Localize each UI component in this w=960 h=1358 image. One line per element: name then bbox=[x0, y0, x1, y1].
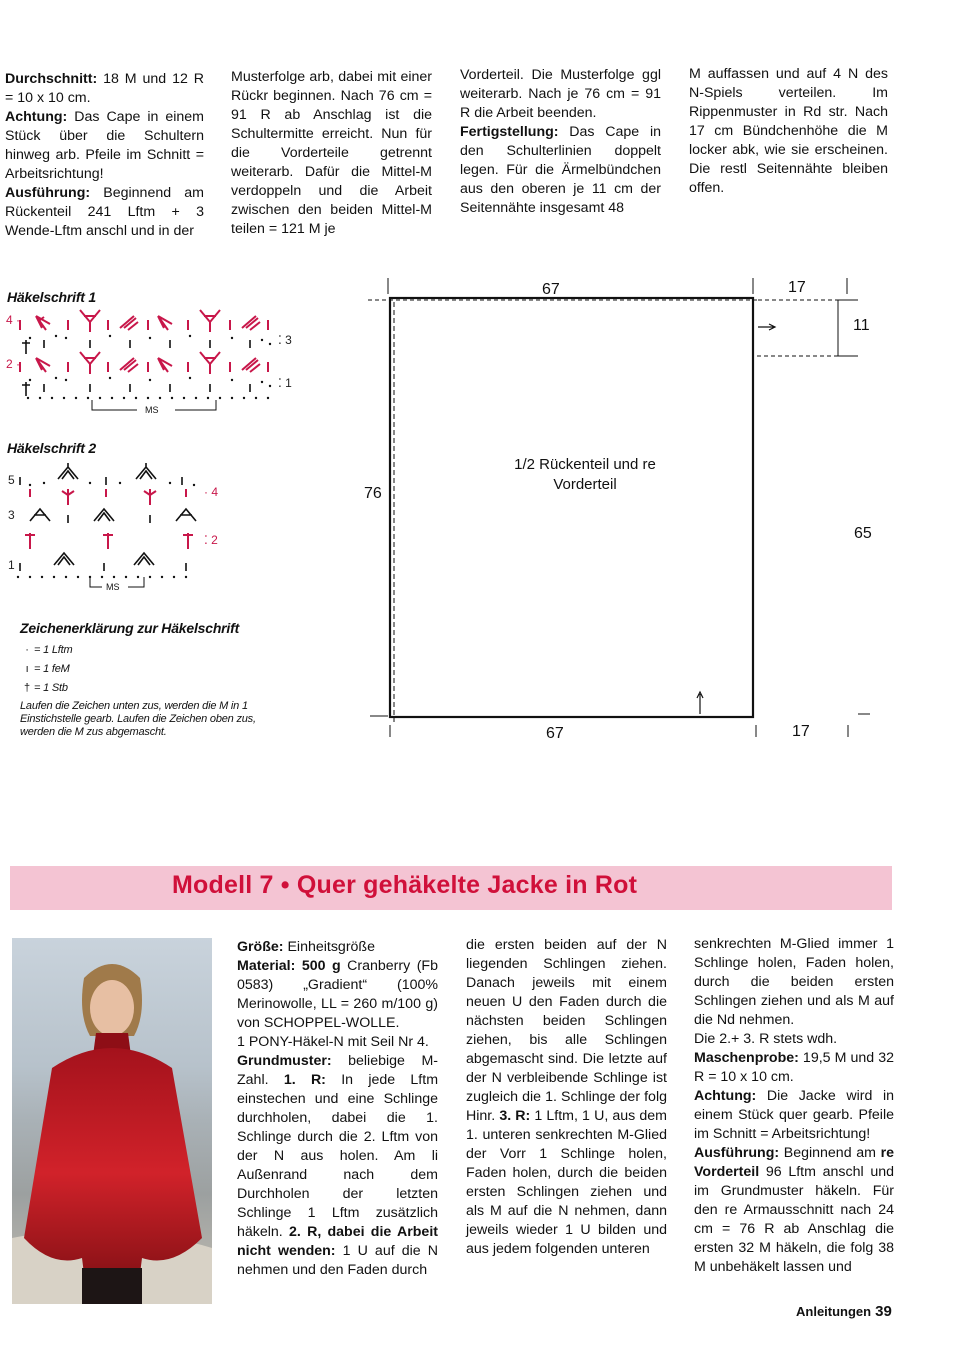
legend-note: Laufen die Zeichen unten zus, werden die M in 1 Einstichstelle gearb. Laufen die Zeichen oben zus, werden die M zus abgemascht. bbox=[20, 700, 256, 738]
right-small-label: 11 bbox=[853, 317, 870, 334]
crochet-chart-2 bbox=[0, 455, 240, 595]
paragraph-segment: Größe: Einheitsgröße bbox=[237, 939, 375, 955]
paragraph-segment: Vorderteil. Die Musterfolge ggl weiterarb. Nach je 76 cm = 91 R die Arbeit beenden. bbox=[460, 67, 661, 121]
paragraph: Musterfolge arb, dabei mit einer Rückr beginnen. Nach 76 cm = 91 R ab Anschlag ist die Schultermitte erreicht. Nun für die Vorderteile getrennt weiterarb. Dafür die Mittel-M verdoppeln und die Arbeit zwischen den beiden Mittel-M teilen = 121 M je bbox=[231, 69, 432, 237]
chart-2-row-label: 1 · bbox=[8, 558, 23, 572]
bottom-right-label: 17 bbox=[792, 723, 810, 740]
bold-lead: Maschenprobe: bbox=[694, 1050, 799, 1066]
paragraph-segment: Ausführung: Beginnend am bbox=[694, 1145, 881, 1161]
text-column-5 bbox=[237, 938, 438, 1280]
bold-lead: Ausführung: bbox=[694, 1145, 780, 1161]
legend-item bbox=[20, 641, 290, 660]
bold-lead: 1. R: bbox=[283, 1072, 326, 1088]
bold-lead: Achtung: bbox=[694, 1088, 757, 1104]
paragraph-segment: Material: 500 g Cranberry (Fb 0583) „Gradient“ (100% Merinowolle, LL = 260 m/100 g) von SCHOPPEL-WOLLE. bbox=[237, 958, 438, 1031]
bottom-width-label: 67 bbox=[546, 725, 564, 742]
model-title: Modell 7 • Quer gehäkelte Jacke in Rot bbox=[172, 871, 638, 899]
paragraph-segment: Achtung: Das Cape in einem Stück über die Schultern hinweg arb. Pfeile im Schnitt = Arbeitsrichtung! bbox=[5, 109, 204, 182]
legend-item bbox=[20, 679, 290, 698]
paragraph-segment: Maschenprobe: 19,5 M und 32 R = 10 x 10 cm. bbox=[694, 1050, 894, 1085]
model-photo bbox=[12, 938, 212, 1304]
center-label-line2: Vorderteil bbox=[553, 476, 617, 493]
chart-1-row-label: ⁚ 1 bbox=[278, 376, 292, 390]
chart-2-row-label: 5 · bbox=[8, 473, 23, 487]
chart-1-title: Häkelschrift 1 bbox=[7, 289, 97, 305]
paragraph-segment: Fertigstellung: Das Cape in den Schulterlinien doppelt legen. Für die Ärmelbündchen aus den oberen je 11 cm der Seitennähte insgesamt 48 bbox=[460, 124, 661, 216]
bold-lead: Größe: bbox=[237, 939, 284, 955]
bold-lead: Ausführung: bbox=[5, 185, 91, 201]
bold-lead: Achtung: bbox=[5, 109, 68, 125]
legend-item bbox=[20, 660, 290, 679]
chart-1-row-label: 2 · bbox=[6, 357, 21, 371]
bold-lead: 3. R: bbox=[499, 1108, 531, 1124]
top-width-label: 67 bbox=[542, 281, 560, 298]
chart-2-title: Häkelschrift 2 bbox=[7, 440, 97, 456]
text-column-6 bbox=[466, 936, 667, 1259]
paragraph-segment: Grundmuster: beliebige M-Zahl. bbox=[237, 1053, 438, 1088]
paragraph-segment: 2. R, dabei die Arbeit nicht wenden: 1 U auf die N nehmen und den Faden durch bbox=[237, 1224, 439, 1278]
legend-symbol: · bbox=[25, 644, 29, 656]
legend-title: Zeichenerklärung zur Häkelschrift bbox=[20, 620, 240, 636]
chart-1-row-label: ⁚ 3 bbox=[278, 333, 292, 347]
bold-lead: re Vorderteil bbox=[694, 1145, 894, 1180]
chart-2-row-label: 3 bbox=[8, 508, 15, 522]
crochet-chart-1 bbox=[0, 300, 300, 435]
chart-2-row-label: ⁚ 2 bbox=[204, 533, 218, 547]
bold-lead: Durchschnitt: bbox=[5, 71, 98, 87]
paragraph-segment: 1. R: In jede Lftm einstechen und eine Schlinge durchholen, dabei die 1. Schlinge durch die 2. Lftm von der N aus holen. Am li Außenrand nach dem Durchholen der letzten Schlinge 1 Lftm zusätzlich häkeln. bbox=[237, 1072, 439, 1240]
chart-1-black-symbols bbox=[22, 340, 250, 396]
footer-label: Anleitungen bbox=[796, 1304, 872, 1319]
chart-1-row-label: 4 · bbox=[6, 313, 21, 327]
paragraph-segment: die ersten beiden auf der N liegenden Schlingen ziehen. Danach jeweils mit einem neuen U den Faden durch die nächsten beiden Schlingen ziehen, bis alle Schlingen abgemascht sind. Die letzte auf der N verbleibende Schlinge ist zugleich die 1. Schlinge der folg Hinr. bbox=[466, 937, 667, 1124]
paragraph-segment: senkrechten M-Glied immer 1 Schlinge holen, Faden holen, durch die beiden ersten Schlingen ziehen und als M auf die Nd nehmen. bbox=[694, 936, 894, 1028]
page-number: 39 bbox=[875, 1303, 892, 1320]
legend-text: = 1 feM bbox=[34, 663, 70, 675]
paragraph-segment: re Vorderteil 96 Lftm anschl und im Grundmuster häkeln. Für den re Armausschnitt nach 24 cm = 76 R ab Anschlag die ersten 32 M häkeln, die folg 38 M unbehäkelt lassen und bbox=[694, 1145, 894, 1275]
legend-text: = 1 Stb bbox=[34, 682, 68, 694]
chart-legend bbox=[20, 622, 290, 739]
page-footer bbox=[796, 1303, 892, 1320]
bold-lead: Grundmuster: bbox=[237, 1053, 332, 1069]
chart-2-black-symbols bbox=[20, 463, 196, 571]
text-column-7 bbox=[694, 935, 894, 1277]
center-label-line1: 1/2 Rückenteil und re bbox=[514, 456, 656, 473]
chart-2-ms-label: MS bbox=[106, 582, 120, 592]
bold-lead: Material: 500 g bbox=[237, 958, 341, 974]
paragraph: M auffassen und auf 4 N des N-Spiels verteilen. Im Rippenmuster in Rd str. Nach 17 cm Bündchenhöhe die M locker abk, wie sie erscheinen. Die restl Seitennähte bleiben offen. bbox=[689, 66, 888, 196]
left-height-label: 76 bbox=[364, 485, 382, 502]
text-column-4 bbox=[689, 65, 888, 198]
pattern-schematic bbox=[360, 270, 880, 750]
bold-lead: Fertigstellung: bbox=[460, 124, 559, 140]
paragraph-segment: Ausführung: Beginnend am Rückenteil 241 Lftm + 3 Wende-Lftm anschl und in der bbox=[5, 185, 204, 239]
top-right-label: 17 bbox=[788, 279, 806, 296]
text-column-3 bbox=[460, 66, 661, 218]
paragraph-segment: 1 PONY-Häkel-N mit Seil Nr 4. bbox=[237, 1034, 429, 1050]
paragraph-segment: Die 2.+ 3. R stets wdh. bbox=[694, 1031, 838, 1047]
legend-text: = 1 Lftm bbox=[34, 644, 73, 656]
paragraph-segment: 3. R: 1 Lftm, 1 U, aus dem 1. unteren senkrechten M-Glied der Vorr 1 Schlinge holen, Faden holen, durch die beiden ersten Schlingen ziehen und als M auf die N nehmen, dann jeweils wieder 1 U bilden und aus jedem folgenden unteren bbox=[466, 1108, 667, 1257]
chart-2-row-label: · 4 bbox=[204, 485, 219, 499]
paragraph-segment: Durchschnitt: 18 M und 12 R = 10 x 10 cm. bbox=[5, 71, 204, 106]
legend-symbol: † bbox=[24, 682, 30, 694]
paragraph-segment: Achtung: Die Jacke wird in einem Stück quer gearb. Pfeile im Schnitt = Arbeitsrichtung! bbox=[694, 1088, 894, 1142]
right-height-label: 65 bbox=[854, 525, 872, 542]
bold-lead: 2. R, dabei die Arbeit nicht wenden: bbox=[237, 1224, 438, 1259]
text-column-1 bbox=[5, 70, 204, 241]
legend-symbol: ı bbox=[25, 663, 29, 675]
chart-1-red-symbols bbox=[20, 310, 268, 374]
chart-1-ms-label: MS bbox=[145, 405, 159, 415]
text-column-2 bbox=[231, 68, 432, 239]
